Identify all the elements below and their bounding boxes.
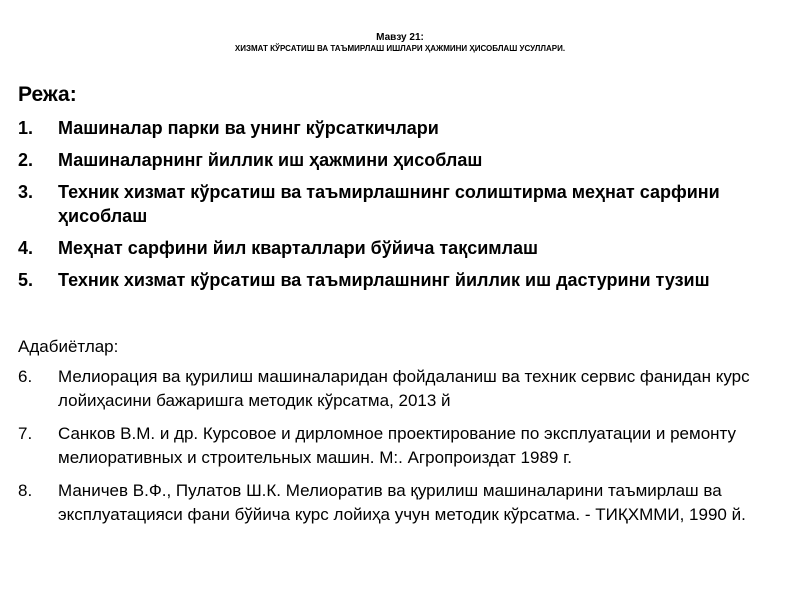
references-heading: Адабиётлар: xyxy=(18,337,119,356)
reference-number: 8. xyxy=(18,481,33,500)
plan-item-text: Машиналар парки ва унинг кўрсаткичлари xyxy=(58,118,439,138)
reference-item xyxy=(18,479,788,527)
reference-number: 6. xyxy=(18,367,33,386)
reference-text: Мелиорация ва қурилиш машиналаридан фойдаланиш ва техник сервис фанидан курс лойиҳасини бажаришга методик кўрсатма, 2013 й xyxy=(58,367,750,410)
reference-text: Санков В.М. и др. Курсовое и дирломное проектирование по эксплуатации и ремонту мелиоративных и строительных машин. М:. Агропроиздат 1989 г. xyxy=(58,424,737,467)
plan-item-text: Меҳнат сарфини йил кварталлари бўйича тақсимлаш xyxy=(58,238,539,258)
plan-item xyxy=(18,268,788,292)
slide-header xyxy=(0,32,800,54)
reference-text: Маничев В.Ф., Пулатов Ш.К. Мелиоратив ва қурилиш машиналарини таъмирлаш ва эксплуатацияси фани бўйича курс лойиҳа учун методик кўрсатма. - ТИҚХММИ, 1990 й. xyxy=(58,481,746,524)
plan-item xyxy=(18,180,788,228)
plan-heading: Режа: xyxy=(18,83,77,106)
plan-item xyxy=(18,236,788,260)
plan-item-number: 4. xyxy=(18,238,34,258)
topic-title: ХИЗМАТ КЎРСАТИШ ВА ТАЪМИРЛАШ ИШЛАРИ ҲАЖМИНИ ҲИСОБЛАШ УСУЛЛАРИ. xyxy=(234,44,566,53)
plan-item-text: Техник хизмат кўрсатиш ва таъмирлашнинг йиллик иш дастурини тузиш xyxy=(58,270,710,290)
plan-item-number: 5. xyxy=(18,270,34,290)
plan-item-number: 3. xyxy=(18,182,34,202)
plan-item-text: Машиналарнинг йиллик иш ҳажмини ҳисоблаш xyxy=(58,150,483,170)
topic-label: Мавзу 21: xyxy=(376,32,424,43)
reference-item xyxy=(18,422,788,470)
plan-item-text: Техник хизмат кўрсатиш ва таъмирлашнинг солиштирма меҳнат сарфини ҳисоблаш xyxy=(58,182,720,226)
reference-item xyxy=(18,365,788,413)
plan-item-number: 2. xyxy=(18,150,34,170)
plan-item xyxy=(18,116,788,140)
plan-list xyxy=(18,116,788,300)
plan-item xyxy=(18,148,788,172)
reference-number: 7. xyxy=(18,424,33,443)
plan-item-number: 1. xyxy=(18,118,34,138)
references-list xyxy=(18,365,788,536)
